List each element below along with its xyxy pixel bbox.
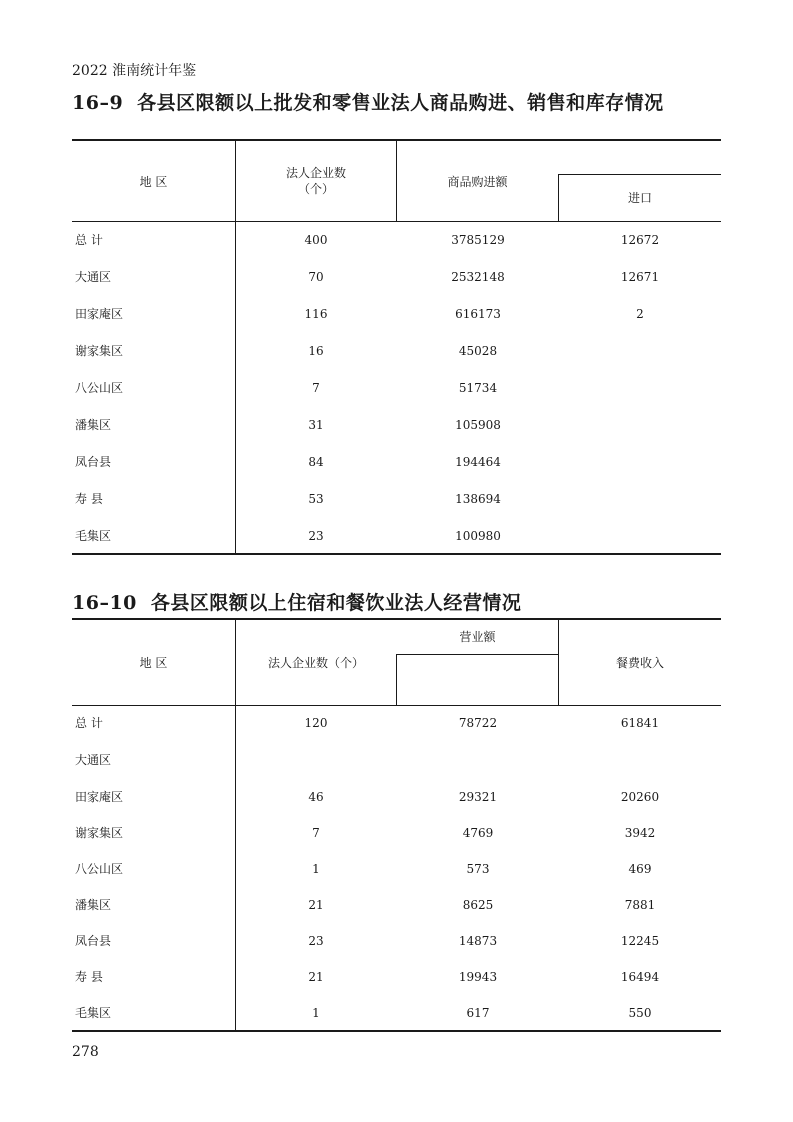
table1-import-cell: 12671: [620, 270, 660, 284]
table2-region-cell: 寿 县: [75, 970, 103, 984]
table2-revenue-cell: 14873: [458, 934, 498, 948]
table2-region-cell: 谢家集区: [75, 826, 124, 840]
table2-count-cell: 1: [312, 862, 320, 876]
table2-top-rule: [72, 618, 721, 620]
table2-header-revenue: 营业额: [459, 630, 496, 644]
table2-catering-cell: 550: [628, 1006, 652, 1020]
table2-revenue-cell: 78722: [458, 716, 498, 730]
table1-region-cell: 大通区: [75, 270, 112, 284]
table2-region-cell: 凤台县: [75, 934, 112, 948]
table2-count-cell: 46: [308, 790, 324, 804]
table2-count-cell: 23: [308, 934, 324, 948]
table1-count-cell: 7: [312, 381, 320, 395]
table1-region-cell: 谢家集区: [75, 344, 124, 358]
table1-header-region: 地 区: [139, 175, 168, 189]
table1-title: [72, 88, 664, 115]
table2-catering-cell: 61841: [620, 716, 660, 730]
table2-revenue-cell: 573: [466, 862, 490, 876]
table2-count-cell: 120: [304, 716, 328, 730]
table2-header-count: 法人企业数（个）: [267, 656, 364, 670]
table1-count-cell: 53: [308, 492, 324, 506]
table2-count-cell: 7: [312, 826, 320, 840]
table1-count-cell: 70: [308, 270, 324, 284]
table1-header-import: 进口: [627, 191, 652, 205]
table1-count-cell: 16: [308, 344, 324, 358]
table1-region-cell: 田家庵区: [75, 307, 124, 321]
table1-region-cell: 凤台县: [75, 455, 112, 469]
table1-header-count: [236, 165, 396, 197]
table2-count-cell: 21: [308, 898, 324, 912]
table2-divider-2: [396, 654, 397, 706]
table2-revenue-cell: 4769: [462, 826, 494, 840]
table2-region-cell: 潘集区: [75, 898, 112, 912]
table1-purchase-cell: 616173: [455, 307, 501, 321]
table1-region-cell: 八公山区: [75, 381, 124, 395]
table2-region-cell: 田家庵区: [75, 790, 124, 804]
table1-count-cell: 400: [304, 233, 328, 247]
table2-revenue-rule: [397, 654, 559, 655]
table1-count-cell: 31: [308, 418, 324, 432]
table2-header-region: 地 区: [139, 656, 168, 670]
table1-purchase-cell: 45028: [458, 344, 498, 358]
table1-purchase-cell: 100980: [455, 529, 501, 543]
table1-count-cell: 23: [308, 529, 324, 543]
table1-purchase-cell: 2532148: [451, 270, 505, 284]
table2-title-text: 各县区限额以上住宿和餐饮业法人经营情况: [150, 592, 522, 614]
table1-purchase-cell: 194464: [455, 455, 501, 469]
table1-header-count-line2: （个）: [297, 182, 334, 196]
page-number: 278: [72, 1044, 99, 1060]
table2-catering-cell: 7881: [624, 898, 656, 912]
table1-region-cell: 毛集区: [75, 529, 112, 543]
table2-catering-cell: 20260: [620, 790, 660, 804]
table2-catering-cell: 12245: [620, 934, 660, 948]
table2-revenue-cell: 617: [466, 1006, 490, 1020]
table1-count-cell: 84: [308, 455, 324, 469]
table1-purchase-cell: 138694: [455, 492, 501, 506]
table2-revenue-cell: 8625: [462, 898, 494, 912]
table2-revenue-cell: 29321: [458, 790, 498, 804]
table1-header-count-line1: 法人企业数: [285, 166, 346, 180]
table1-import-rule: [559, 174, 721, 175]
table2-count-cell: 1: [312, 1006, 320, 1020]
table2-catering-cell: 469: [628, 862, 652, 876]
table1-purchase-cell: 3785129: [451, 233, 505, 247]
table1-import-cell: 12672: [620, 233, 660, 247]
table2-region-cell: 大通区: [75, 753, 112, 767]
table2-header-catering: 餐费收入: [615, 656, 664, 670]
table2-region-cell: 八公山区: [75, 862, 124, 876]
table1-region-cell: 寿 县: [75, 492, 103, 506]
running-head: 2022 淮南统计年鉴: [72, 63, 197, 79]
table2-bottom-rule: [72, 1030, 721, 1032]
table1-bottom-rule: [72, 553, 721, 555]
table2-count-cell: 21: [308, 970, 324, 984]
table1-region-cell: 潘集区: [75, 418, 112, 432]
table2-number: 16–10: [72, 592, 137, 614]
table1-number: 16–9: [72, 92, 124, 114]
table2-revenue-cell: 19943: [458, 970, 498, 984]
table1-header-purchase: 商品购进额: [447, 175, 508, 189]
table2-catering-cell: 3942: [624, 826, 656, 840]
table1-title-text: 各县区限额以上批发和零售业法人商品购进、销售和库存情况: [137, 92, 664, 114]
table1-count-cell: 116: [304, 307, 328, 321]
table2-catering-cell: 16494: [620, 970, 660, 984]
table1-import-cell: 2: [636, 307, 644, 321]
table1-purchase-cell: 105908: [455, 418, 501, 432]
table1-region-cell: 总 计: [75, 233, 103, 247]
table2-title: [72, 588, 521, 615]
table2-region-cell: 总 计: [75, 716, 103, 730]
table2-region-cell: 毛集区: [75, 1006, 112, 1020]
table1-purchase-cell: 51734: [458, 381, 498, 395]
